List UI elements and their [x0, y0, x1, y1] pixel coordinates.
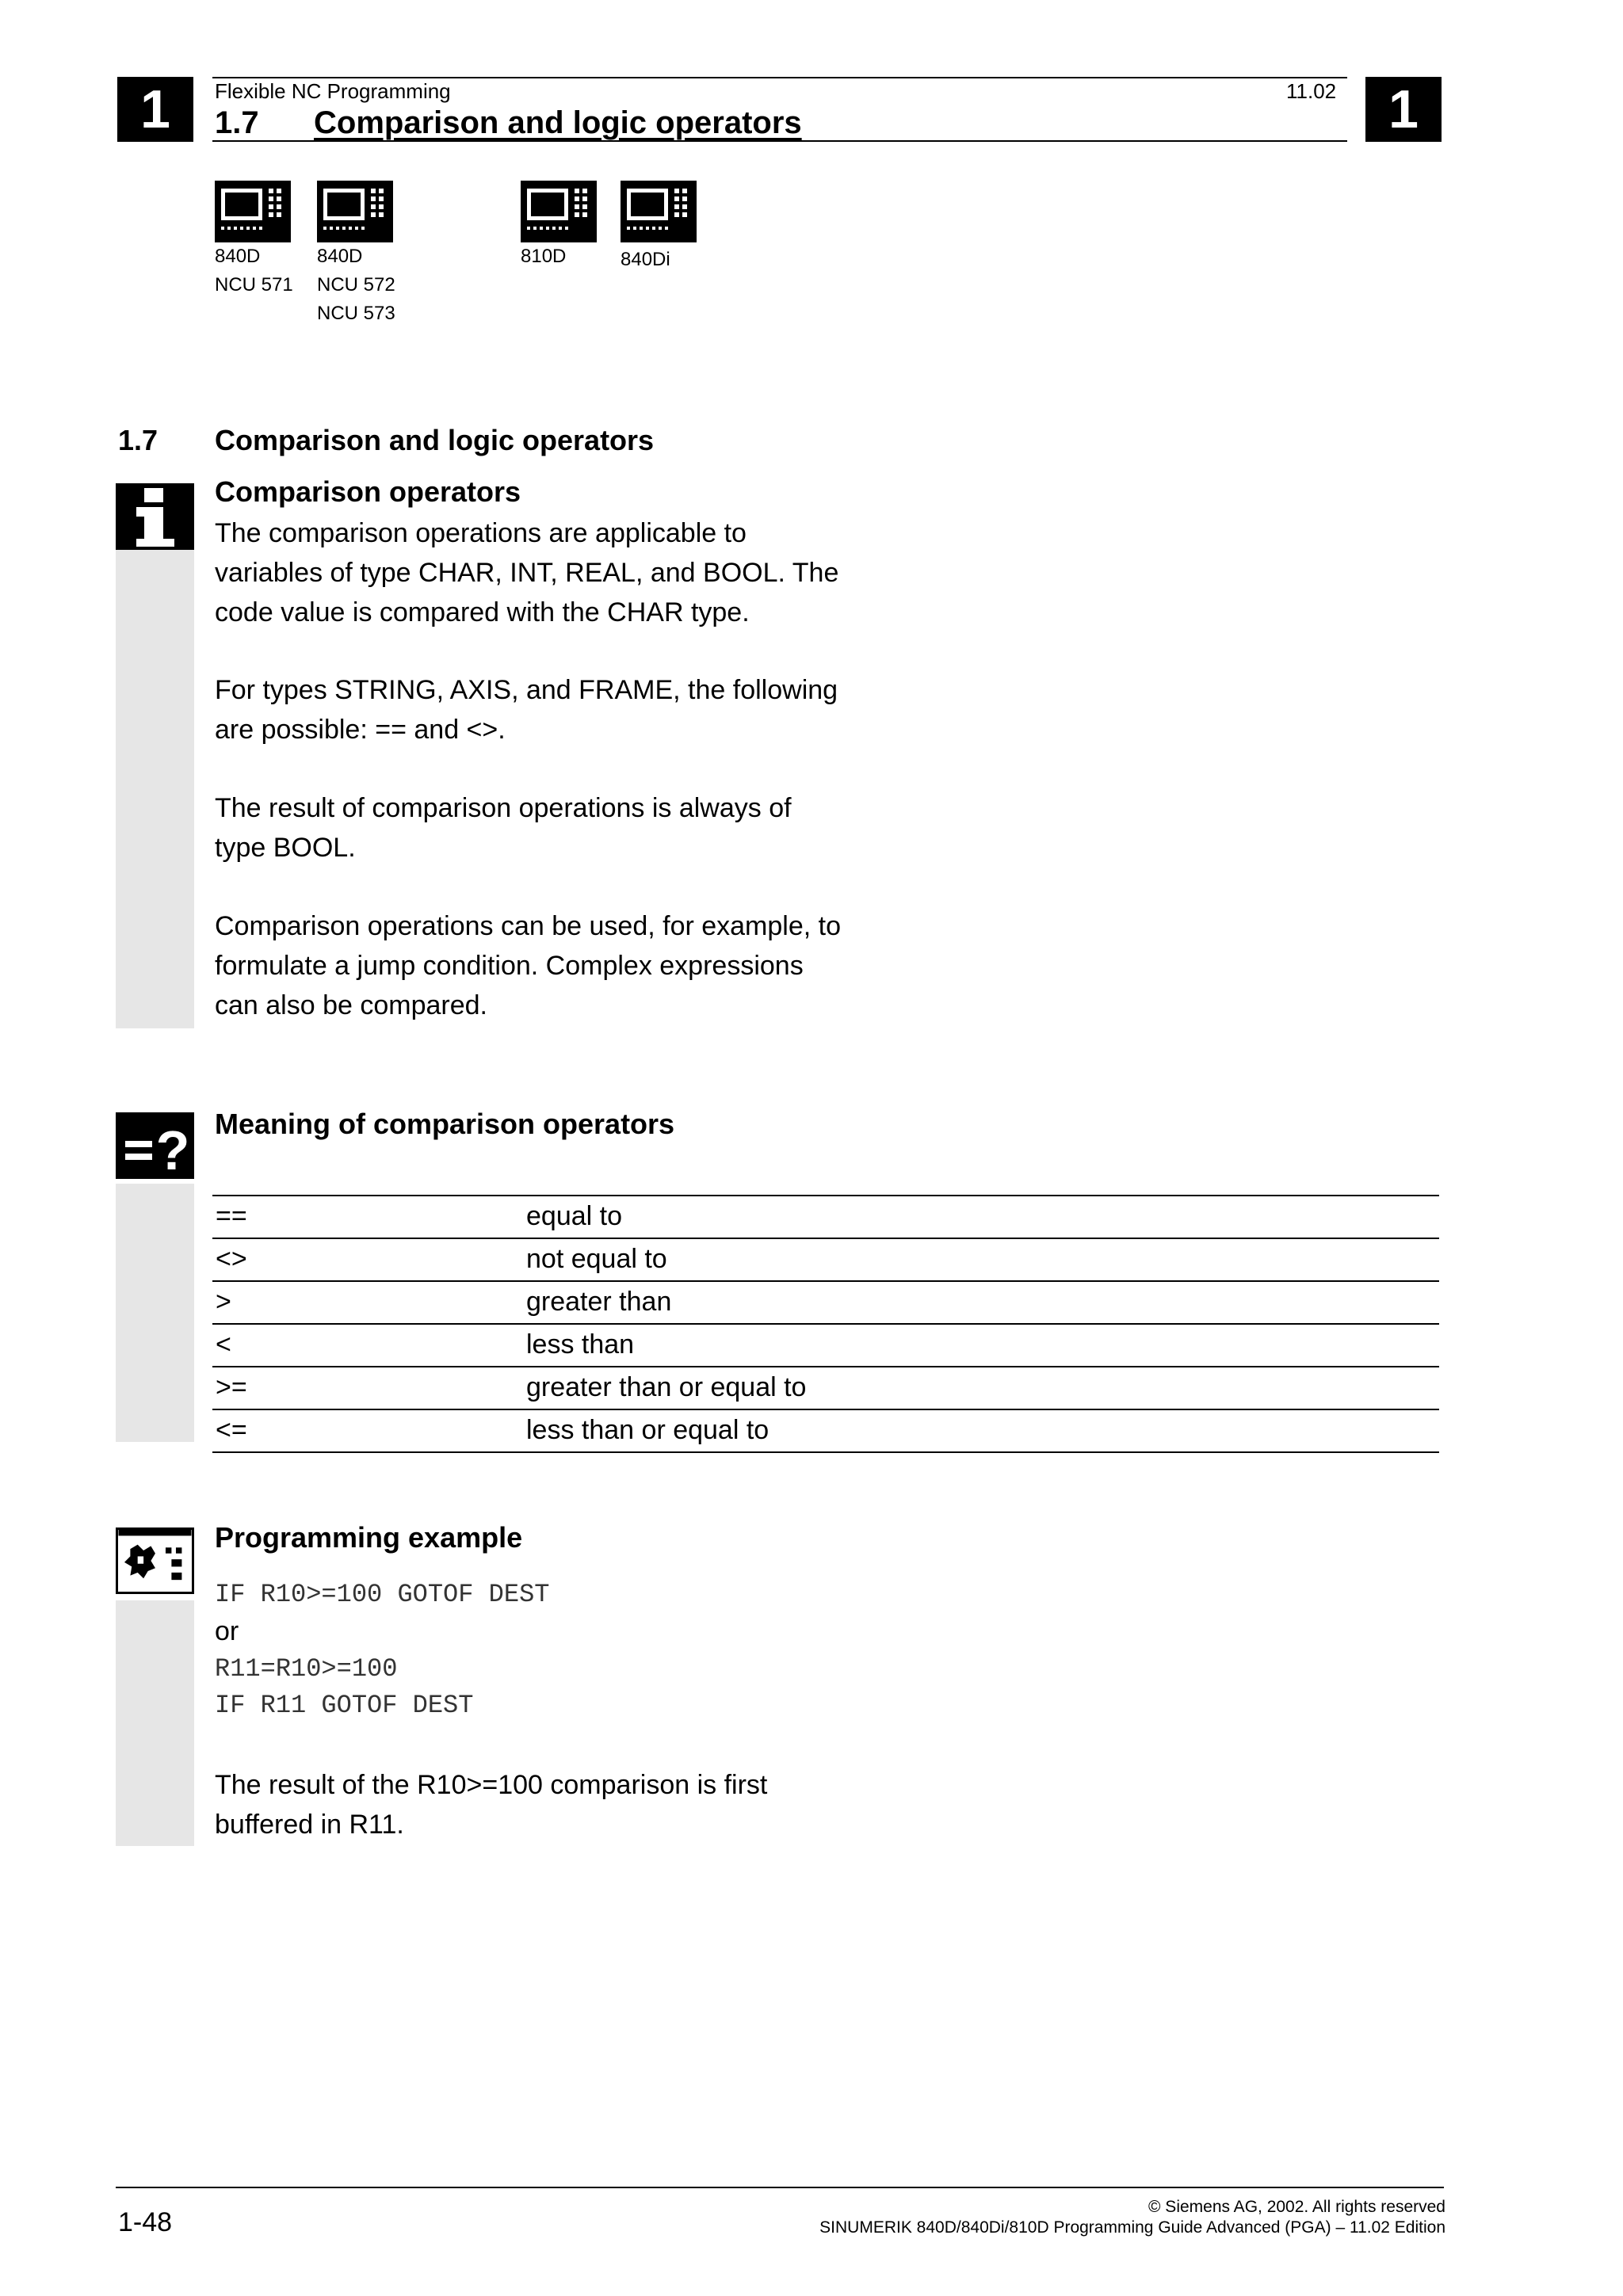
info-paragraph: For types STRING, AXIS, and FRAME, the following are possible: == and <>. [215, 675, 838, 745]
table-row [212, 1410, 1439, 1453]
operator-meaning: greater than [526, 1287, 672, 1317]
operator-symbol: >= [216, 1372, 247, 1402]
operator-meaning: equal to [526, 1201, 622, 1231]
header-section-number: 1.7 [215, 105, 259, 140]
control-label: 810D [521, 246, 567, 267]
header-bottom-rule [212, 140, 1347, 142]
operator-meaning: less than [526, 1329, 635, 1360]
control-panel-icon [317, 181, 393, 242]
or-text: or [215, 1616, 239, 1646]
control-label: 840D NCU 572 NCU 573 [317, 246, 395, 324]
code-line: R11=R10>=100 [215, 1654, 398, 1684]
equals-question-icon [116, 1112, 194, 1179]
page-number: 1-48 [118, 2207, 173, 2237]
operator-meaning: greater than or equal to [526, 1372, 807, 1402]
example-result-text: The result of the R10>=100 comparison is first buffered in R11. [215, 1770, 768, 1840]
operator-meaning: less than or equal to [526, 1415, 769, 1445]
section-title: Comparison and logic operators [215, 424, 655, 456]
section-number: 1.7 [118, 424, 158, 456]
control-panel-icon [215, 181, 291, 242]
svg-text:?: ? [155, 1119, 190, 1179]
table-row [212, 1239, 1439, 1282]
operator-table [212, 1195, 1439, 1453]
guide-title-text: SINUMERIK 840D/840Di/810D Programming Guide Advanced (PGA) – 11.02 Edition [819, 2218, 1445, 2237]
operator-meaning: not equal to [526, 1244, 667, 1274]
operator-symbol: <= [216, 1415, 247, 1445]
info-paragraph: The comparison operations are applicable to variables of type CHAR, INT, REAL, and BOOL. The code value is compared with the CHAR type. [215, 518, 839, 627]
copyright-text: © Siemens AG, 2002. All rights reserved [1148, 2198, 1445, 2216]
control-label: 840D NCU 571 [215, 246, 293, 296]
table-row [212, 1367, 1439, 1410]
control-label: 840Di [621, 249, 670, 270]
meaning-sidebar [116, 1184, 194, 1442]
info-sidebar [116, 550, 194, 1028]
control-panel-icon [521, 181, 597, 242]
control-panel-icon [621, 181, 697, 242]
info-paragraph: The result of comparison operations is always of type BOOL. [215, 793, 792, 863]
example-sidebar [116, 1600, 194, 1846]
edition-label: 11.02 [1286, 79, 1337, 103]
footer-rule [116, 2187, 1444, 2188]
example-heading: Programming example [215, 1521, 523, 1554]
operator-symbol: > [216, 1287, 231, 1317]
info-paragraph: Comparison operations can be used, for example, to formulate a jump condition. Complex expressions can also be compared. [215, 911, 842, 1020]
book-title: Flexible NC Programming [215, 79, 451, 103]
table-row [212, 1196, 1439, 1239]
operator-symbol: < [216, 1329, 231, 1360]
operator-symbol: == [216, 1201, 247, 1231]
header-top-rule [212, 77, 1347, 78]
table-row [212, 1325, 1439, 1367]
table-row [212, 1282, 1439, 1325]
comparison-operators-heading: Comparison operators [215, 475, 521, 508]
chapter-marker-right: 1 [1365, 77, 1442, 142]
operator-symbol: <> [216, 1244, 247, 1274]
code-line: IF R10>=100 GOTOF DEST [215, 1580, 550, 1609]
programming-example-icon [116, 1527, 194, 1594]
chapter-marker-left: 1 [117, 77, 193, 142]
header-section-title: Comparison and logic operators [314, 105, 802, 140]
meaning-heading: Meaning of comparison operators [215, 1108, 675, 1140]
code-line: IF R11 GOTOF DEST [215, 1691, 474, 1720]
info-icon [116, 483, 194, 550]
